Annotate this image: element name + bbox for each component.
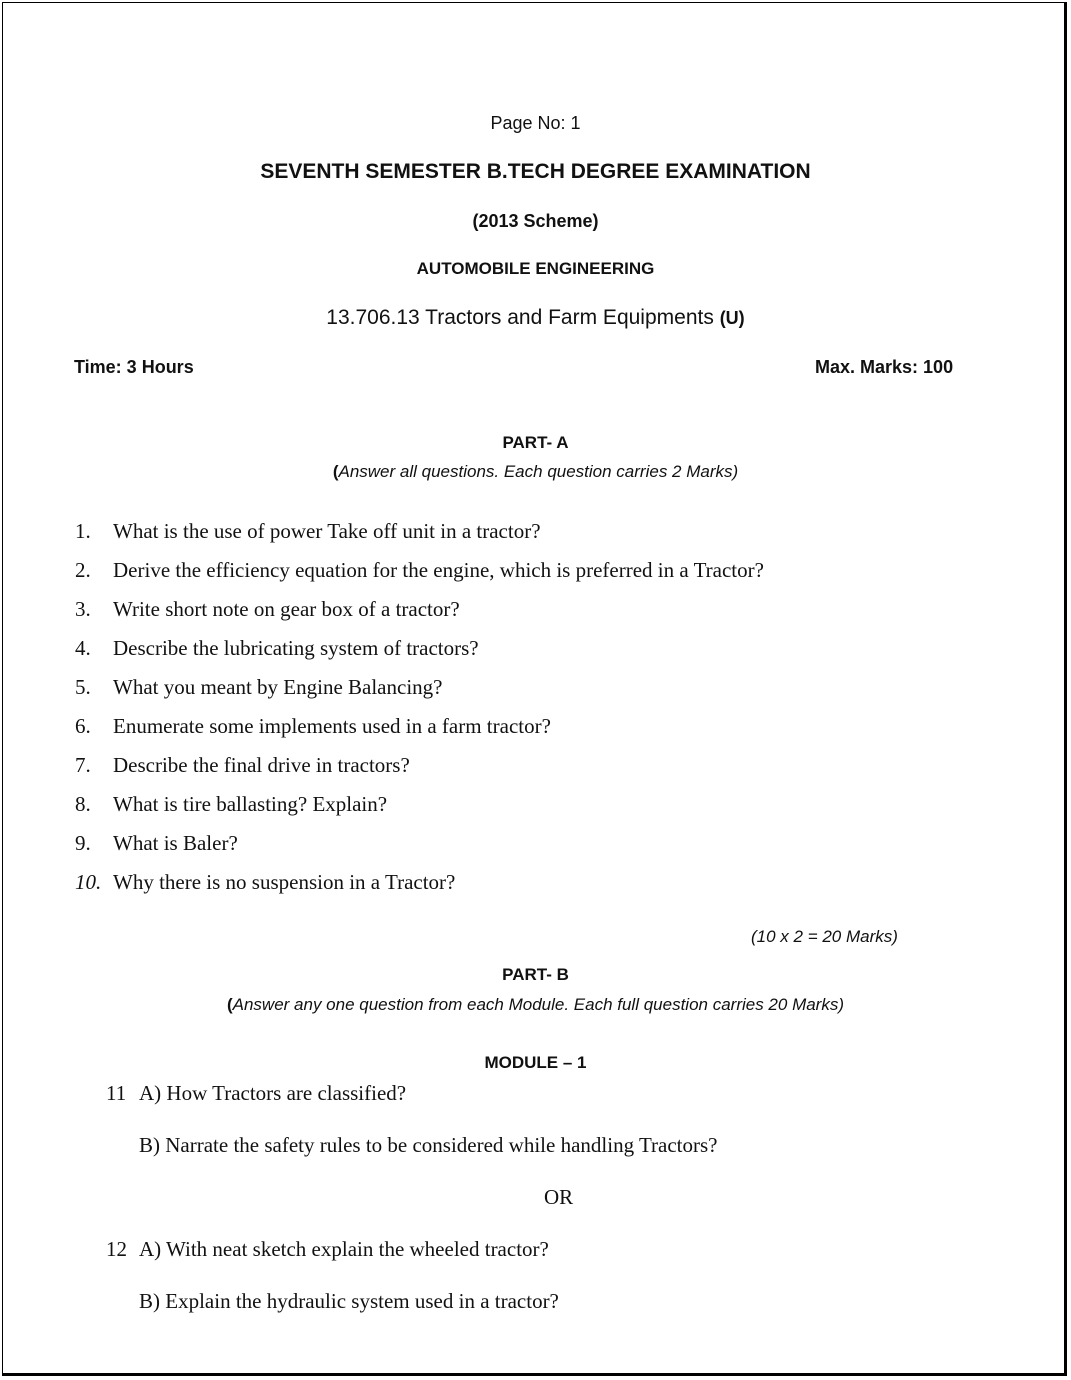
- question-12-number: 12: [106, 1237, 127, 1261]
- question-11-number: 11: [106, 1081, 127, 1105]
- part-a-title: PART- A: [502, 433, 569, 452]
- part-b-instruction-text: Answer any one question from each Module. Each full question carries 20 Marks): [232, 995, 845, 1014]
- question-number: 1.: [75, 519, 91, 543]
- question-text: What is Baler?: [113, 831, 238, 855]
- question-number: 3.: [75, 597, 91, 621]
- time-label: Time: 3 Hours: [74, 357, 194, 377]
- scheme: (2013 Scheme): [472, 211, 599, 231]
- question-text: Enumerate some implements used in a farm tractor?: [113, 714, 551, 738]
- max-marks-label: Max. Marks: 100: [815, 357, 954, 377]
- course-suffix: (U): [719, 308, 745, 328]
- part-a-instruction: [3, 462, 1068, 482]
- question-text: What you meant by Engine Balancing?: [113, 675, 443, 699]
- question-number: 2.: [75, 558, 91, 582]
- part-a-marks-summary: (10 x 2 = 20 Marks): [751, 927, 898, 946]
- question-text: Describe the final drive in tractors?: [113, 753, 410, 777]
- part-a-instruction-text: Answer all questions. Each question carries 2 Marks): [338, 462, 739, 481]
- part-b-instruction-open: (: [226, 995, 233, 1014]
- question-text: Why there is no suspension in a Tractor?: [113, 870, 456, 894]
- question-number: 10.: [75, 870, 102, 894]
- question-11-b: B) Narrate the safety rules to be considered while handling Tractors?: [139, 1133, 718, 1157]
- part-a-instruction-open: (: [332, 462, 339, 481]
- question-number: 6.: [75, 714, 91, 738]
- question-text: Write short note on gear box of a tractor?: [113, 597, 460, 621]
- question-number: 7.: [75, 753, 91, 777]
- branch: AUTOMOBILE ENGINEERING: [416, 259, 655, 278]
- part-b-instruction: [3, 995, 1068, 1015]
- question-number: 4.: [75, 636, 91, 660]
- module-title: MODULE – 1: [484, 1053, 587, 1072]
- question-number: 9.: [75, 831, 91, 855]
- course-code-title: 13.706.13 Tractors and Farm Equipments: [326, 306, 714, 329]
- page-number: Page No: 1: [490, 113, 581, 133]
- part-b-title: PART- B: [502, 965, 569, 984]
- or-separator: OR: [544, 1185, 574, 1209]
- exam-page: [2, 2, 1067, 1376]
- exam-title: SEVENTH SEMESTER B.TECH DEGREE EXAMINATION: [260, 160, 811, 183]
- question-number: 5.: [75, 675, 91, 699]
- course-title: [3, 306, 1068, 330]
- question-text: What is tire ballasting? Explain?: [113, 792, 388, 816]
- question-text: What is the use of power Take off unit in a tractor?: [113, 519, 541, 543]
- question-12-b: B) Explain the hydraulic system used in a tractor?: [139, 1289, 559, 1313]
- question-12-a: A) With neat sketch explain the wheeled tractor?: [139, 1237, 549, 1261]
- question-11-a: A) How Tractors are classified?: [139, 1081, 407, 1105]
- question-number: 8.: [75, 792, 91, 816]
- question-text: Derive the efficiency equation for the engine, which is preferred in a Tractor?: [113, 558, 764, 582]
- question-text: Describe the lubricating system of tractors?: [113, 636, 479, 660]
